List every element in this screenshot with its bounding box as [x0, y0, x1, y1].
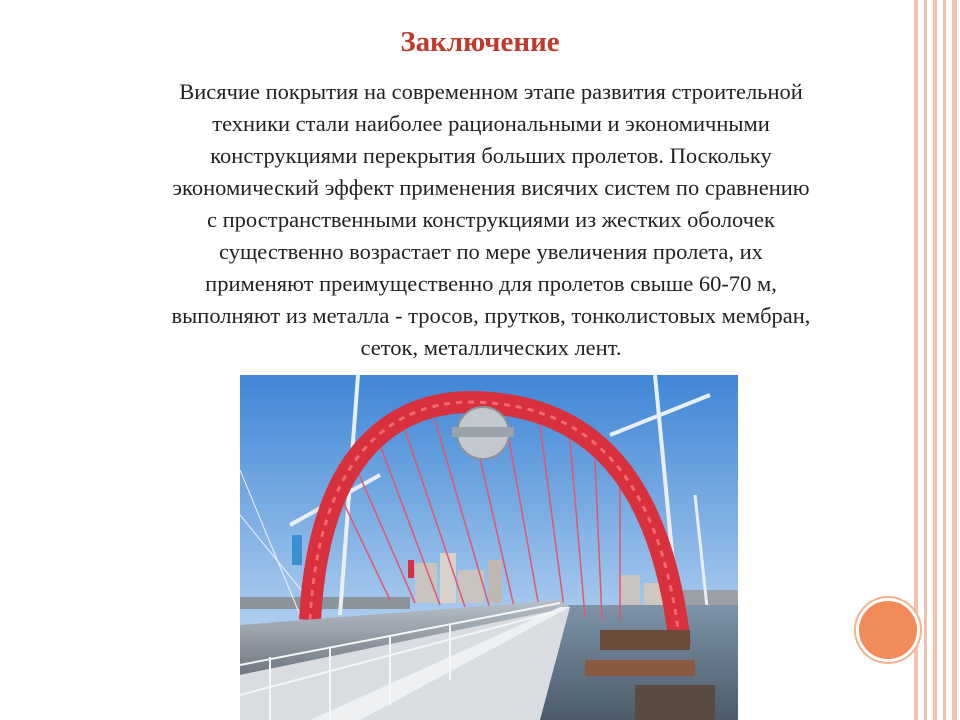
sphere-ring: [452, 427, 514, 437]
slide-body-text: [105, 76, 877, 364]
body-line: с пространственными конструкциями из жестких оболочек: [207, 207, 775, 232]
slide-title: Заключение: [400, 26, 560, 58]
flag: [408, 560, 414, 578]
bridge-photo: [240, 375, 738, 720]
flag: [292, 535, 302, 565]
body-line: экономический эффект применения висячих систем по сравнению: [172, 175, 810, 200]
body-line: применяют преимущественно для пролетов свыше 60-70 м,: [205, 271, 777, 296]
body-line: существенно возрастает по мере увеличения пролета, их: [219, 239, 763, 264]
body-line: сеток, металлических лент.: [360, 335, 622, 360]
body-line: Висячие покрытия на современном этапе развития строительной: [179, 79, 803, 104]
decorative-side-stripes: [914, 0, 960, 720]
body-line: выполняют из металла - тросов, прутков, тонколистовых мембран,: [171, 303, 811, 328]
body-line: конструкциями перекрытия больших пролетов. Поскольку: [210, 143, 772, 168]
decorative-circle: [856, 598, 920, 662]
body-line: техники стали наиболее рациональными и экономичными: [212, 111, 770, 136]
